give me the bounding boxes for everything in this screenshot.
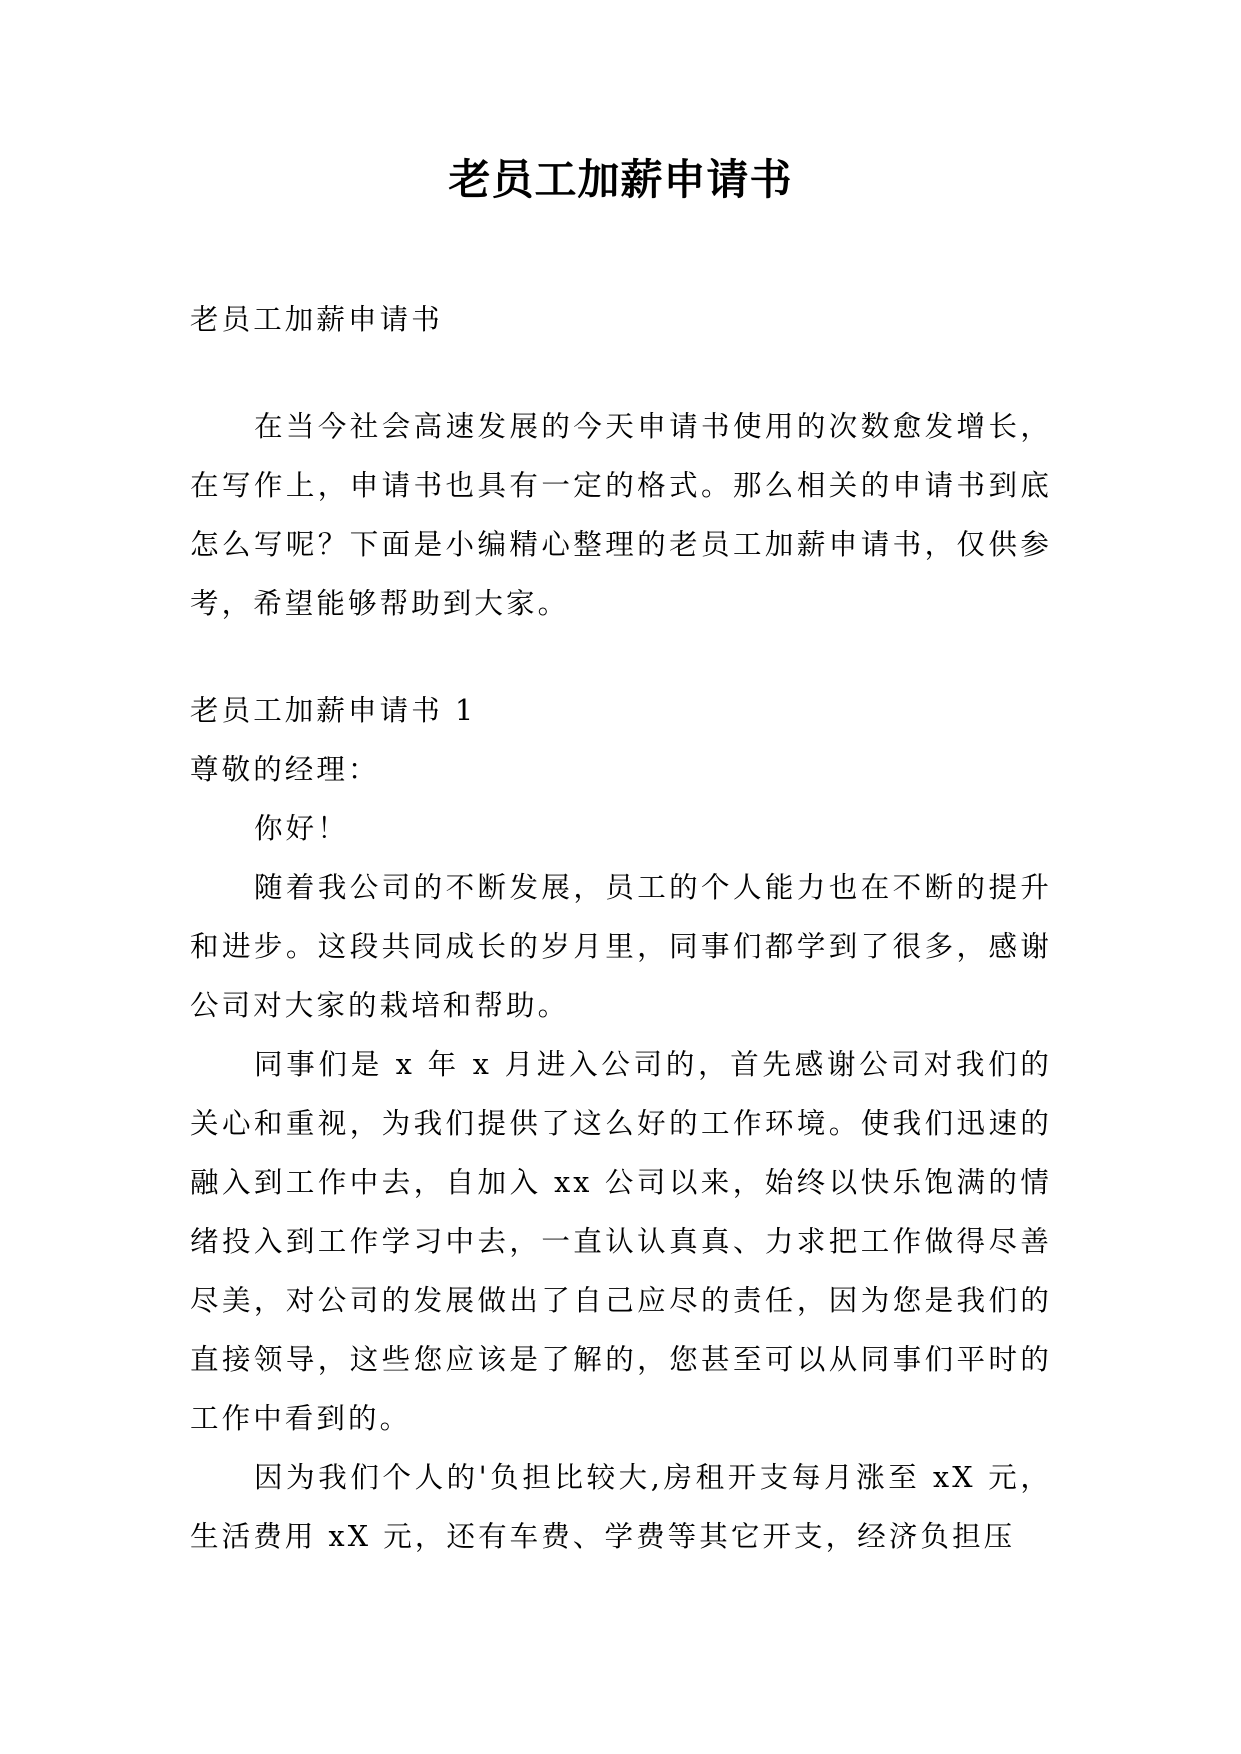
greeting: 你好！ <box>254 812 349 845</box>
document-subtitle: 老员工加薪申请书 <box>190 303 443 336</box>
document-title: 老员工加薪申请书 <box>448 155 793 204</box>
body-paragraph: 因为我们个人的'负担比较大,房租开支每月涨至 xX 元，生活费用 xX 元，还有车费、学费等其它开支，经济负担压 <box>190 1461 1052 1553</box>
body-paragraph: 随着我公司的不断发展，员工的个人能力也在不断的提升和进步。这段共同成长的岁月里，同事们都学到了很多，感谢公司对大家的栽培和帮助。 <box>190 871 1052 1022</box>
intro-paragraph: 在当今社会高速发展的今天申请书使用的次数愈发增长，在写作上，申请书也具有一定的格式。那么相关的申请书到底怎么写呢？下面是小编精心整理的老员工加薪申请书，仅供参考，希望能够帮助到大家。 <box>190 410 1052 620</box>
salutation: 尊敬的经理： <box>190 753 380 786</box>
section-heading: 老员工加薪申请书 1 <box>190 694 477 727</box>
document-body <box>190 290 1052 1566</box>
body-paragraph: 同事们是 x 年 x 月进入公司的，首先感谢公司对我们的关心和重视，为我们提供了这么好的工作环境。使我们迅速的融入到工作中去，自加入 xx 公司以来，始终以快乐饱满的情绪投入到工作学习中去，一直认认真真、力求把工作做得尽善尽美，对公司的发展做出了自己应尽的责任，因为您是我们的直接领导，这些您应该是了解的，您甚至可以从同事们平时的工作中看到的。 <box>190 1048 1052 1435</box>
